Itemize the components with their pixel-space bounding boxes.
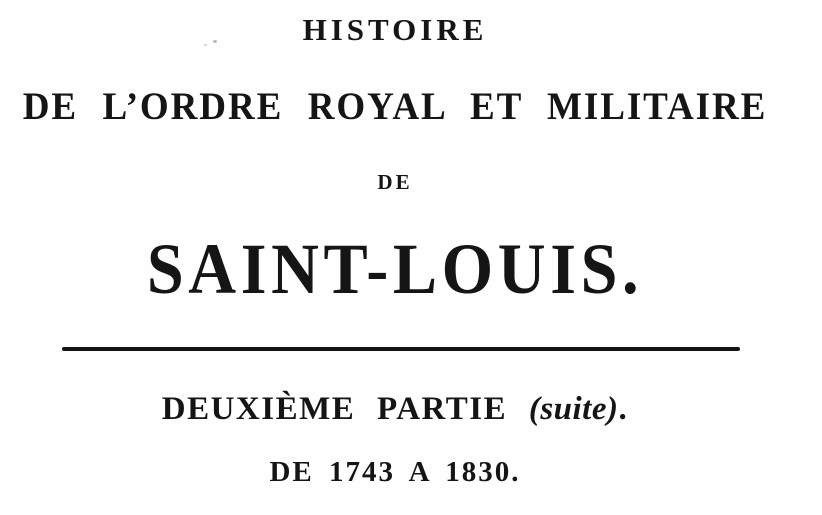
scan-speck: [204, 44, 207, 46]
title-de: DE: [377, 170, 413, 194]
scan-speck: [213, 40, 217, 43]
horizontal-rule: [62, 347, 740, 351]
title-histoire: HISTOIRE: [302, 12, 488, 47]
subtitle-period: .: [618, 391, 629, 427]
title-saint-louis: SAINT-LOUIS.: [146, 229, 644, 309]
title-ordre-royal-militaire: DE L’ORDRE ROYAL ET MILITAIRE: [22, 85, 768, 128]
date-range: DE 1743 A 1830.: [269, 456, 521, 488]
subtitle-suite-italic: (suite): [528, 391, 619, 427]
subtitle-part-text: DEUXIÈME PARTIE: [161, 391, 508, 427]
subtitle-deuxieme-partie: [0, 391, 790, 428]
